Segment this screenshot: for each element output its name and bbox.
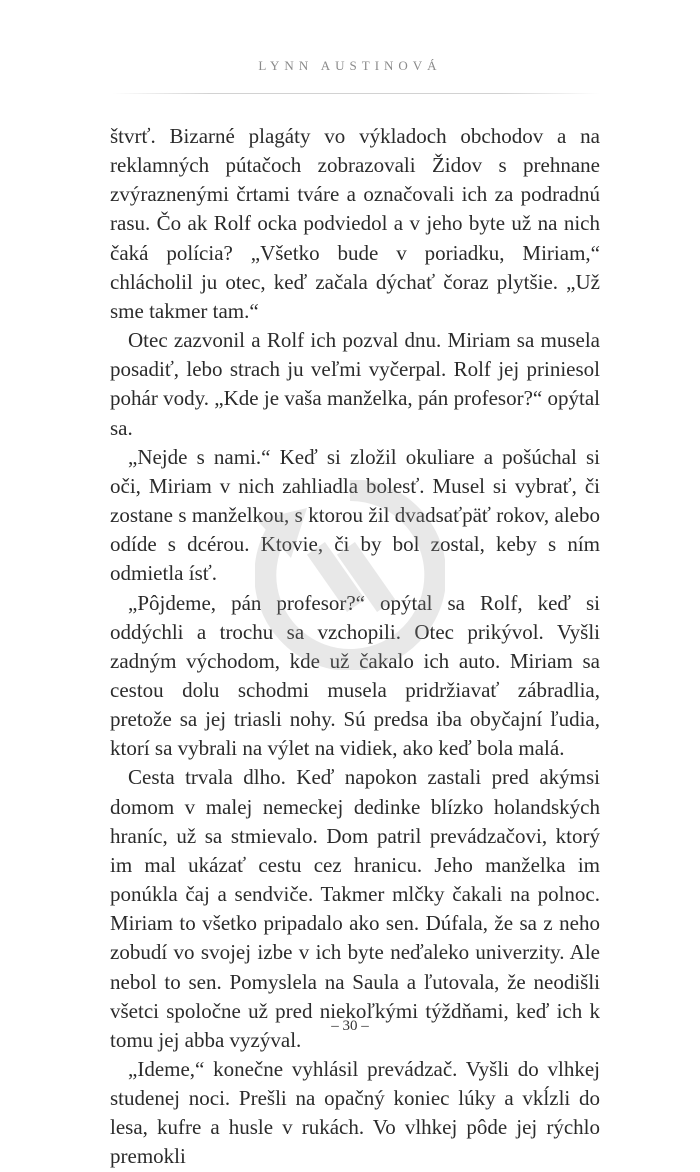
paragraph: „Pôjdeme, pán profesor?“ opýtal sa Rolf, keď si oddýchli a trochu sa vzchopili. Otec prikývol. Vyšli zadným východom, kde už čakalo ich auto. Miriam sa cestou dolu schodmi musela pridržiavať zábradlia, pretože sa jej triasli nohy. Sú predsa iba obyčajní ľudia, ktorí sa vybrali na výlet na vidiek, ako keď bola malá. — [110, 590, 600, 761]
body-text — [110, 122, 600, 1172]
paragraph: štvrť. Bizarné plagáty vo výkladoch obchodov a na reklamných pútačoch zobrazovali Židov s prehnane zvýraznenými črtami tváre a označovali ich za podradnú rasu. Čo ak Rolf ocka podviedol a v jeho byte už na nich čaká polícia? „Všetko bude v poriadku, Miriam,“ chlácholil ju otec, keď začala dýchať čoraz plytšie. „Už sme takmer tam.“ — [110, 124, 600, 323]
paragraph: Otec zazvonil a Rolf ich pozval dnu. Miriam sa musela posadiť, lebo strach ju veľmi vyčerpal. Rolf jej priniesol pohár vody. „Kde je vaša manželka, pán profesor?“ opýtal sa. — [110, 328, 600, 440]
paragraph: „Ideme,“ konečne vyhlásil prevádzač. Vyšli do vlhkej studenej noci. Prešli na opačný koniec lúky a vkĺzli do lesa, kufre a husle v rukách. Vo vlhkej pôde jej rýchlo premokli — [110, 1057, 600, 1169]
paragraph: „Nejde s nami.“ Keď si zložil okuliare a pošúchal si oči, Miriam v nich zahliadla bolesť. Musel si vybrať, či zostane s manželkou, s ktorou žil dvadsaťpäť rokov, alebo odíde s dcérou. Ktovie, či by bol zostal, keby s ním odmietla ísť. — [110, 444, 600, 586]
page-number: – 30 – — [331, 1018, 369, 1034]
paragraph: Cesta trvala dlho. Keď napokon zastali pred akýmsi domom v malej nemeckej dedinke blízko holandských hraníc, už sa stmievalo. Dom patril prevádzačovi, ktorý im mal ukázať cestu cez hranicu. Jeho manželka im ponúkla čaj a sendviče. Takmer mlčky čakali na polnoc. Miriam to všetko pripadalo ako sen. Dúfala, že sa z neho zobudí vo svojej izbe v ich byte neďaleko univerzity. Ale nebol to sen. Pomyslela na Saula a ľutovala, že neodišli všetci spoločne už pred niekoľkými týždňami, keď ich k tomu jej abba vyzýval. — [110, 765, 600, 1052]
running-head: LYNN AUSTINOVÁ — [258, 58, 442, 73]
header-divider — [112, 93, 600, 94]
